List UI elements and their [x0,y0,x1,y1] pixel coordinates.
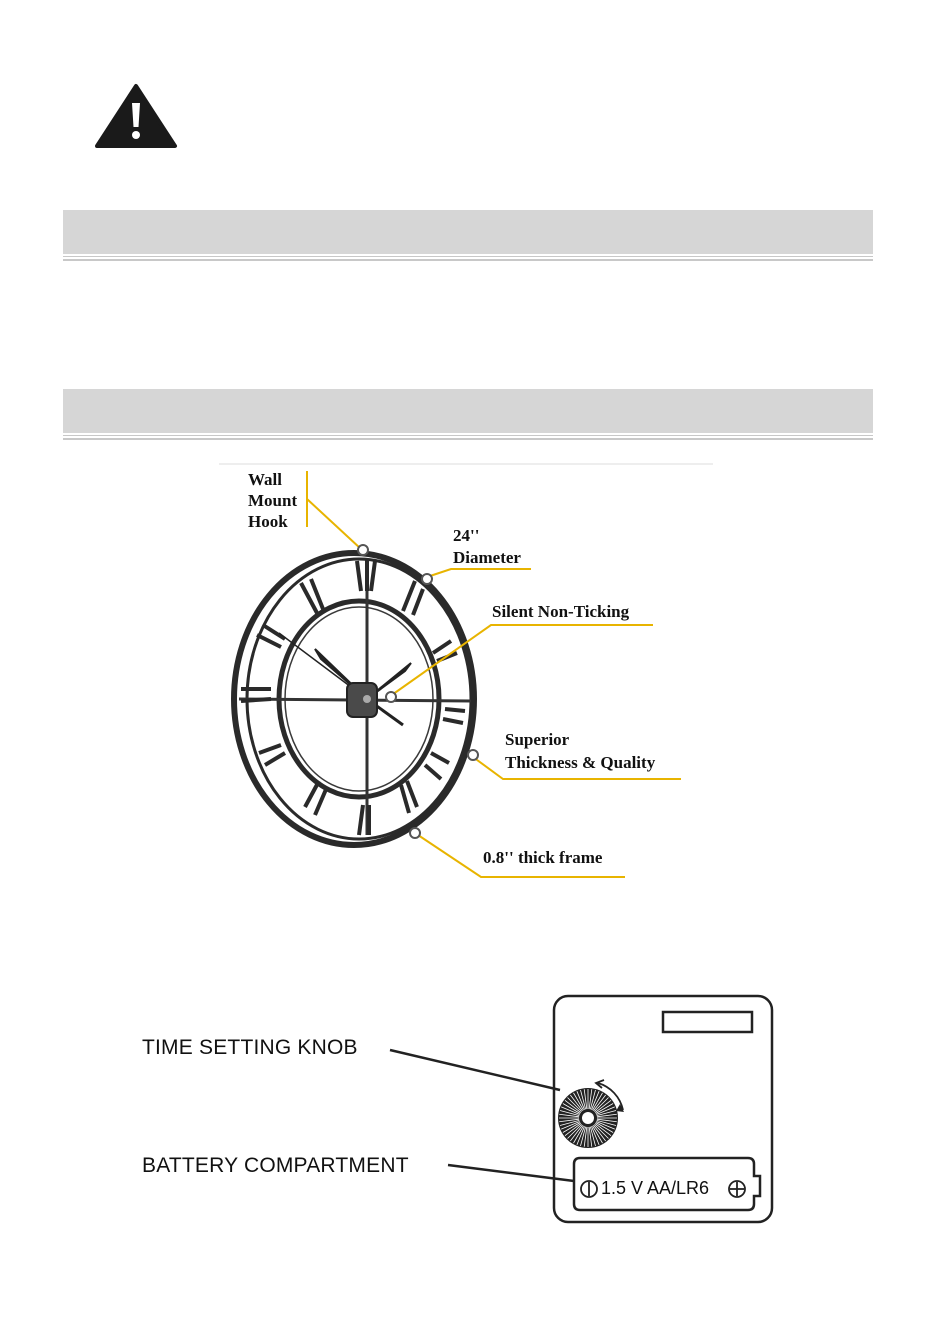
clock-feature-figure [219,463,713,883]
battery-spec-text: 1.5 V AA/LR6 [601,1178,710,1198]
callout-quality-line-2: Thickness & Quality [505,753,656,772]
callout-diameter-line-2: Diameter [453,548,521,567]
callout-diameter [453,525,521,569]
callout-silent: Silent Non-Ticking [492,602,630,621]
section-header-band-2 [63,389,873,433]
callout-wall-line-1: Wall [248,470,283,489]
callout-wall-line-3: Hook [248,512,288,531]
callout-quality [505,728,655,774]
section-header-band-1 [63,210,873,254]
callout-quality-line-1: Superior [505,730,570,749]
section-divider-2 [63,435,873,440]
label-time-setting-knob: TIME SETTING KNOB [142,1036,358,1059]
callout-wall-line-2: Mount [248,491,298,510]
callout-wall-mount-hook [248,469,297,532]
section-divider-1 [63,256,873,261]
label-battery-compartment: BATTERY COMPARTMENT [142,1154,409,1177]
callout-frame: 0.8'' thick frame [483,848,603,867]
callout-diameter-line-1: 24'' [453,526,480,545]
mechanism-diagram [380,992,780,1228]
warning-icon [94,83,178,149]
